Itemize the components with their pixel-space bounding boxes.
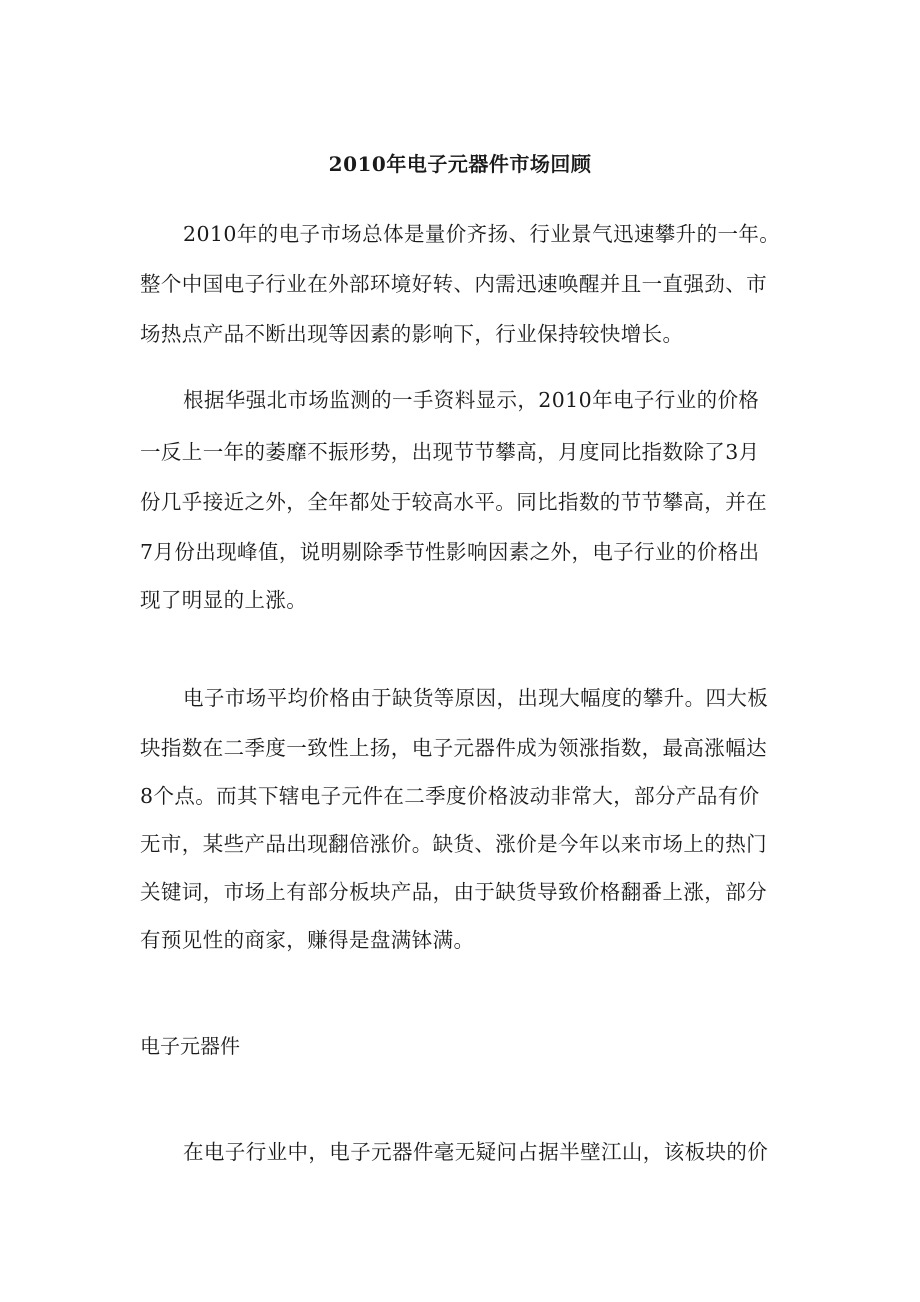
paragraph-line: 电子市场平均价格由于缺货等原因，出现大幅度的攀升。四大板 [183, 686, 769, 710]
paragraph-line: 整个中国电子行业在外部环境好转、内需迅速唤醒并且一直强劲、市 [140, 272, 767, 296]
paragraph-line: 份几乎接近之外，全年都处于较高水平。同比指数的节节攀高，并在 [140, 490, 767, 514]
paragraph-line: 现了明显的上涨。 [140, 588, 308, 612]
paragraph-line: 场热点产品不断出现等因素的影响下，行业保持较快增长。 [140, 322, 684, 346]
paragraph-line: 有预见性的商家，赚得是盘满钵满。 [140, 928, 475, 952]
paragraph-line: 块指数在二季度一致性上扬，电子元器件成为领涨指数，最高涨幅达 [140, 736, 767, 760]
paragraph-line: 7月份出现峰值，说明剔除季节性影响因素之外，电子行业的价格出 [140, 540, 760, 564]
paragraph-line: 根据华强北市场监测的一手资料显示，2010年电子行业的价格 [183, 388, 760, 412]
document-title: 2010年电子元器件市场回顾 [328, 152, 592, 176]
section-heading: 电子元器件 [140, 1034, 240, 1058]
paragraph-line: 无市，某些产品出现翻倍涨价。缺货、涨价是今年以来市场上的热门 [140, 832, 767, 856]
paragraph-line: 关键词，市场上有部分板块产品，由于缺货导致价格翻番上涨，部分 [140, 880, 767, 904]
paragraph-line: 在电子行业中，电子元器件毫无疑问占据半壁江山，该板块的价 [183, 1140, 769, 1164]
paragraph-line: 一反上一年的萎靡不振形势，出现节节攀高，月度同比指数除了3月 [140, 440, 760, 464]
paragraph-line: 8个点。而其下辖电子元件在二季度价格波动非常大，部分产品有价 [140, 784, 760, 808]
paragraph-line: 2010年的电子市场总体是量价齐扬、行业景气迅速攀升的一年。 [183, 222, 781, 246]
